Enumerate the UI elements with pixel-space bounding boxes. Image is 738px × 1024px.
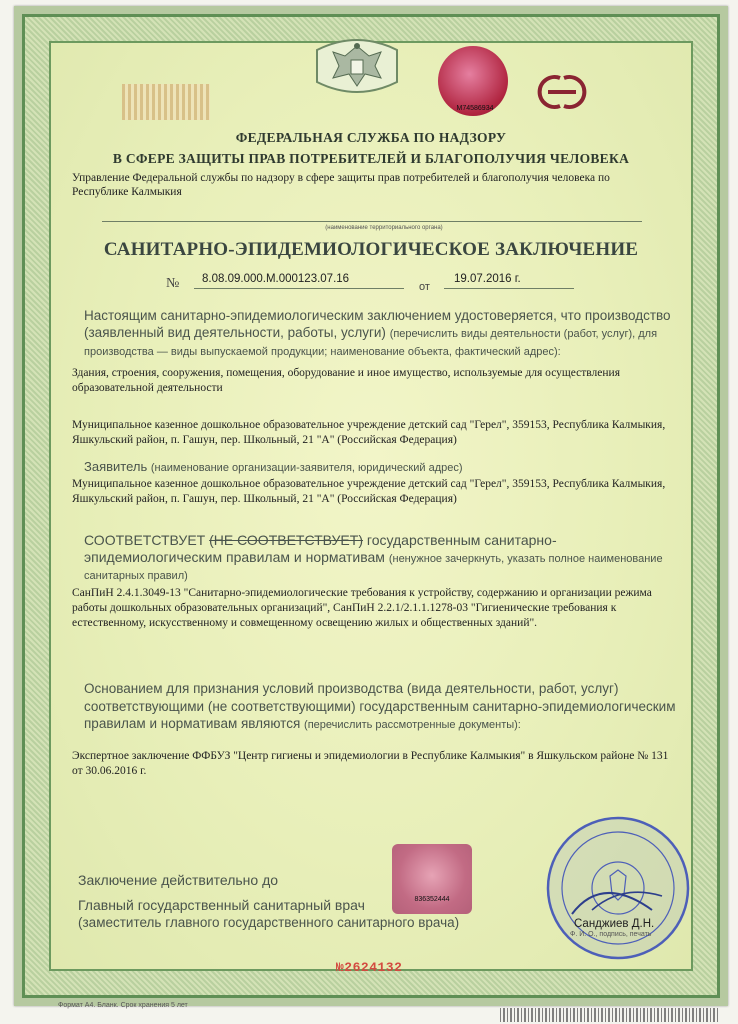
conform-rest: государственным санитарно-эпидемиологическим правилам и нормативам — [84, 532, 557, 566]
object-description: Здания, строения, сооружения, помещения, оборудование и иное имущество, используемые для осуществления образовательной деятельности — [72, 367, 620, 394]
applicant-heading — [84, 459, 664, 474]
number-sign: № — [166, 276, 180, 291]
basis-note: (перечислить рассмотренные документы): — [304, 719, 521, 732]
applicant-value: Муниципальное казенное дошкольное образовательное учреждение детский сад "Герел", 359153, Республика Калмыкия, Яшкульский район, п. Гашун, пер. Школьный, 21 "А" (Российская Федерация) — [72, 478, 666, 505]
conformity-statement — [84, 532, 679, 584]
intro-main: Настоящим санитарно-эпидемиологическим заключением удостоверяется, что производство (заявленный вид деятельности, работы, услуги) — [84, 308, 671, 341]
object-owner: Муниципальное казенное дошкольное образовательное учреждение детский сад "Герел", 359153, Республика Калмыкия, Яшкульский район, п. Гашун, пер. Школьный, 21 "А" (Российская Федерация) — [72, 419, 666, 446]
agency-title-line2: В СФЕРЕ ЗАЩИТЫ ПРАВ ПОТРЕБИТЕЛЕЙ И БЛАГОПОЛУЧИЯ ЧЕЛОВЕКА — [112, 151, 630, 166]
barcode-strip — [500, 1008, 720, 1022]
official-seal-stamp — [532, 814, 700, 964]
document-date: 19.07.2016 г. — [454, 273, 521, 285]
applicant-label: Заявитель — [84, 459, 148, 474]
chief-title: Главный государственный санитарный врач — [78, 897, 365, 913]
hologram-number: М74586934 — [456, 105, 494, 112]
hologram-sticker-bottom — [392, 844, 472, 914]
number-underline — [194, 288, 404, 289]
department-underline — [102, 221, 642, 222]
date-prefix: от — [419, 281, 430, 293]
applicant-note: (наименование организации-заявителя, юридический адрес) — [150, 462, 463, 474]
date-underline — [444, 288, 574, 289]
basis-main: Основанием для признания условий производства (вида деятельности, работ, услуг) соответствующими (не соответствующими) государственным санитарно-эпидемиологическим правилам и нормативам являются — [84, 681, 676, 732]
signer-caption: Ф. И. О., подпись, печать — [570, 931, 652, 938]
security-pattern — [122, 84, 210, 120]
form-footer-note: Формат А4. Бланк. Срок хранения 5 лет — [58, 1002, 188, 1009]
conform-note: (ненужное зачеркнуть, указать полное наименование санитарных правил) — [84, 553, 663, 583]
certificate-sheet — [14, 6, 728, 1006]
serial-number: №2624132 — [336, 960, 403, 975]
basis-paragraph — [84, 680, 679, 733]
intro-note: (перечислить виды деятельности (работ, услуг), для производства — виды выпускаемой продукции; наименование объекта, фактический адрес): — [84, 328, 658, 358]
intro-paragraph — [84, 307, 674, 359]
valid-until-label: Заключение действительно до — [78, 872, 279, 888]
chief-deputy-title: (заместитель главного государственного санитарного врача) — [78, 915, 460, 931]
hologram-number-bottom: 836352444 — [414, 896, 450, 903]
department-name: Управление Федеральной службы по надзору в сфере защиты прав потребителей и благополучия человека по Республике Калмыкия — [72, 172, 610, 199]
agency-title-line1: ФЕДЕРАЛЬНАЯ СЛУЖБА ПО НАДЗОРУ — [235, 130, 507, 145]
conformity-mark-icon — [530, 70, 594, 114]
conform-word: СООТВЕТСТВУЕТ — [84, 532, 206, 548]
signer-name: Санджиев Д.Н. — [574, 918, 655, 930]
document-title: САНИТАРНО-ЭПИДЕМИОЛОГИЧЕСКОЕ ЗАКЛЮЧЕНИЕ — [103, 239, 639, 260]
sanitary-rules: СанПиН 2.4.1.3049-13 "Санитарно-эпидемиологические требования к устройству, содержанию и организации режима работы дошкольных образовательных организаций", СанПиН 2.2.1/2.1.1.1278-03 "Гигиенические требования к естественному, искусственному и совмещенному освещению жилых и общественных зданий". — [72, 587, 652, 629]
not-conform-word: (НЕ СООТВЕТСТВУЕТ) — [209, 532, 363, 548]
department-caption: (наименование территориального органа) — [325, 225, 443, 231]
document-number: 8.08.09.000.М.000123.07.16 — [202, 273, 350, 285]
russian-coat-of-arms-icon — [311, 36, 403, 98]
basis-value: Экспертное заключение ФФБУЗ "Центр гигиены и эпидемиологии в Республике Калмыкия" в Яшкульском районе № 131 от 30.06.2016 г. — [72, 750, 669, 777]
